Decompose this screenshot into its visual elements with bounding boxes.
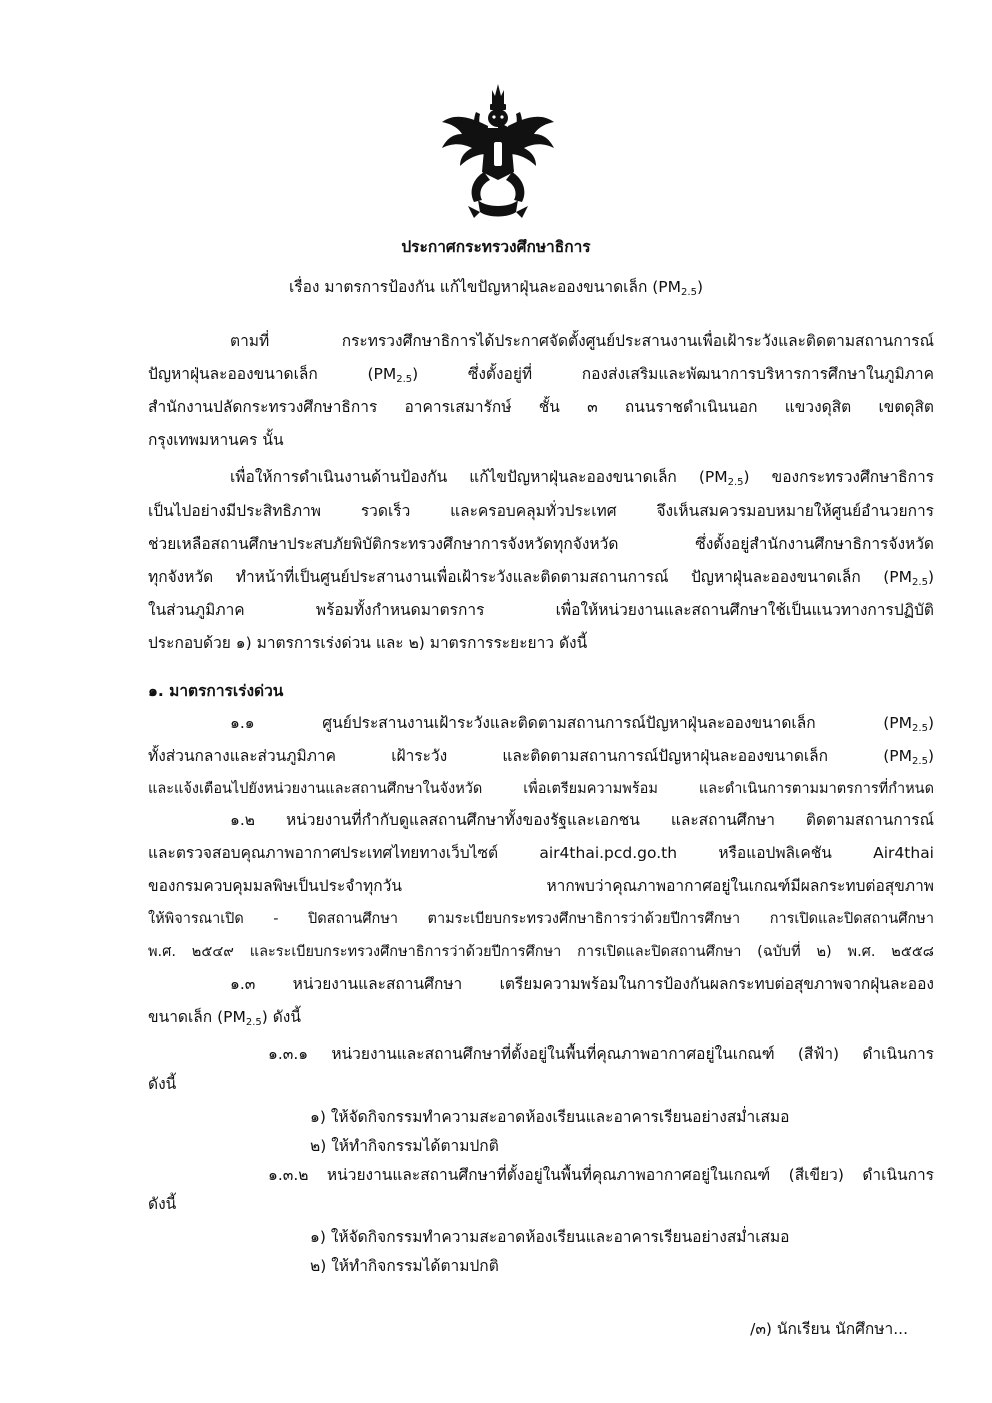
item-1-3-1-point-2: ๒) ให้ทำกิจกรรมได้ตามปกติ xyxy=(310,1137,499,1155)
item-1-2-line-2: และตรวจสอบคุณภาพอากาศประเทศไทยทางเว็บไซต์ air4thai.pcd.go.th หรือแอปพลิเคชัน Air4thai xyxy=(148,844,934,862)
page-title: ประกาศกระทรวงศึกษาธิการ xyxy=(401,238,591,256)
item-1-3-line-1: ๑.๓ หน่วยงานและสถานศึกษา เตรียมความพร้อมในการป้องกันผลกระทบต่อสุขภาพจากฝุ่นละออง xyxy=(230,975,934,993)
item-1-2-line-5: พ.ศ. ๒๕๔๙ และระเบียบกระทรวงศึกษาธิการว่าด้วยปีการศึกษา การเปิดและปิดสถานศึกษา (ฉบับที่ ๒) พ.ศ. ๒๕๕๘ xyxy=(148,944,934,960)
item-1-3-line-2: ขนาดเล็ก $(PM_{2.5})$ ดังนี้ xyxy=(148,1008,301,1028)
paragraph-2-line-3: ช่วยเหลือสถานศึกษาประสบภัยพิบัติกระทรวงศึกษาการจังหวัดทุกจังหวัด ซึ่งตั้งอยู่สำนักงานศึกษาธิการจังหวัด xyxy=(148,535,934,553)
paragraph-2-line-5: ในส่วนภูมิภาค พร้อมทั้งกำหนดมาตรการ เพื่อให้หน่วยงานและสถานศึกษาใช้เป็นแนวทางการปฏิบัติ xyxy=(148,601,934,619)
item-1-3-2-point-2: ๒) ให้ทำกิจกรรมได้ตามปกติ xyxy=(310,1257,499,1275)
item-1-1-line-3: และแจ้งเตือนไปยังหน่วยงานและสถานศึกษาในจังหวัด เพื่อเตรียมความพร้อม และดำเนินการตามมาตรการที่กำหนด xyxy=(148,781,934,797)
item-1-3-2-line-2: ดังนี้ xyxy=(148,1195,177,1213)
item-1-3-2-line-1: ๑.๓.๒ หน่วยงานและสถานศึกษาที่ตั้งอยู่ในพื้นที่คุณภาพอากาศอยู่ในเกณฑ์ (สีเขียว) ดำเนินการ xyxy=(268,1166,934,1184)
paragraph-2-line-2: เป็นไปอย่างมีประสิทธิภาพ รวดเร็ว และครอบคลุมทั่วประเทศ จึงเห็นสมควรมอบหมายให้ศูนย์อำนวยการ xyxy=(148,502,934,520)
paragraph-1-line-1: ตามที่ กระทรวงศึกษาธิการได้ประกาศจัดตั้งศูนย์ประสานงานเพื่อเฝ้าระวังและติดตามสถานการณ์ xyxy=(230,332,934,350)
item-1-2-line-4: ให้พิจารณาเปิด - ปิดสถานศึกษา ตามระเบียบกระทรวงศึกษาธิการว่าด้วยปีการศึกษา การเปิดและปิดสถานศึกษา xyxy=(148,911,934,927)
item-1-3-1-line-1: ๑.๓.๑ หน่วยงานและสถานศึกษาที่ตั้งอยู่ในพื้นที่คุณภาพอากาศอยู่ในเกณฑ์ (สีฟ้า) ดำเนินการ xyxy=(268,1045,934,1063)
subject-line: เรื่อง มาตรการป้องกัน แก้ไขปัญหาฝุ่นละอองขนาดเล็ก $(PM_{2.5})$ xyxy=(288,278,703,298)
item-1-3-1-line-2: ดังนี้ xyxy=(148,1075,177,1093)
paragraph-1-line-3: สำนักงานปลัดกระทรวงศึกษาธิการ อาคารเสมารักษ์ ชั้น ๓ ถนนราชดำเนินนอก แขวงดุสิต เขตดุสิต xyxy=(148,398,934,416)
item-1-1-line-2: ทั้งส่วนกลางและส่วนภูมิภาค เฝ้าระวัง และติดตามสถานการณ์ปัญหาฝุ่นละอองขนาดเล็ก $(PM_{2.5})$ xyxy=(148,747,934,767)
continued-marker: /๓) นักเรียน นักศึกษา... xyxy=(750,1320,908,1338)
paragraph-1-line-2: ปัญหาฝุ่นละอองขนาดเล็ก $(PM_{2.5})$ ซึ่งตั้งอยู่ที่ กองส่งเสริมและพัฒนาการบริหารการศึกษาในภูมิภาค xyxy=(148,365,934,385)
item-1-3-2-point-1: ๑) ให้จัดกิจกรรมทำความสะอาดห้องเรียนและอาคารเรียนอย่างสม่ำเสมอ xyxy=(310,1228,790,1246)
item-1-1-line-1: ๑.๑ ศูนย์ประสานงานเฝ้าระวังและติดตามสถานการณ์ปัญหาฝุ่นละอองขนาดเล็ก $(PM_{2.5})$ xyxy=(230,714,934,734)
paragraph-2-line-1: เพื่อให้การดำเนินงานด้านป้องกัน แก้ไขปัญหาฝุ่นละอองขนาดเล็ก $(PM_{2.5})$ ของกระทรวงศึกษาธิการ xyxy=(230,468,934,488)
section-1-heading: ๑. มาตรการเร่งด่วน xyxy=(148,682,284,700)
paragraph-1-line-4: กรุงเทพมหานคร นั้น xyxy=(148,431,284,449)
paragraph-2-line-6: ประกอบด้วย ๑) มาตรการเร่งด่วน และ ๒) มาตรการระยะยาว ดังนี้ xyxy=(148,634,588,652)
item-1-2-line-3: ของกรมควบคุมมลพิษเป็นประจำทุกวัน หากพบว่าคุณภาพอากาศอยู่ในเกณฑ์มีผลกระทบต่อสุขภาพ xyxy=(148,877,934,895)
paragraph-2-line-4: ทุกจังหวัด ทำหน้าที่เป็นศูนย์ประสานงานเพื่อเฝ้าระวังและติดตามสถานการณ์ ปัญหาฝุ่นละอองขนาดเล็ก $(PM_{2.5})$ xyxy=(148,568,934,588)
item-1-3-1-point-1: ๑) ให้จัดกิจกรรมทำความสะอาดห้องเรียนและอาคารเรียนอย่างสม่ำเสมอ xyxy=(310,1108,790,1126)
garuda-emblem-icon xyxy=(438,82,558,222)
item-1-2-line-1: ๑.๒ หน่วยงานที่กำกับดูแลสถานศึกษาทั้งของรัฐและเอกชน และสถานศึกษา ติดตามสถานการณ์ xyxy=(230,811,934,829)
